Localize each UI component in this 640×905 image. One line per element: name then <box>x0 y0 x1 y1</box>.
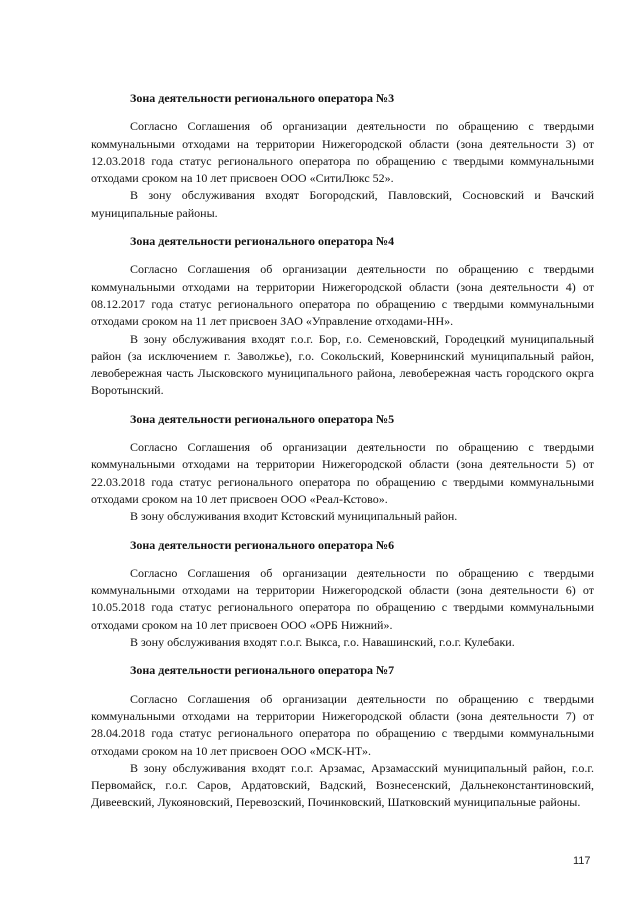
zone-3-agreement-paragraph: Согласно Соглашения об организации деятельности по обращению с твердыми коммунальными отходами на территории Нижегородской области (зона деятельности 3) от 12.03.2018 года статус регионального оператора по обращению с твердыми коммунальными отходами сроком на 10 лет присвоен ООО «СитиЛюкс 52». <box>91 119 594 186</box>
zone-7-section <box>91 662 594 811</box>
zone-6-heading: Зона деятельности регионального оператора №6 <box>130 537 395 552</box>
zone-5-section <box>91 411 594 526</box>
document-page <box>91 90 594 823</box>
zone-5-heading: Зона деятельности регионального оператора №5 <box>130 411 395 426</box>
zone-6-service-area-paragraph: В зону обслуживания входят г.о.г. Выкса, г.о. Навашинский, г.о.г. Кулебаки. <box>130 635 515 650</box>
zone-7-agreement-paragraph: Согласно Соглашения об организации деятельности по обращению с твердыми коммунальными отходами на территории Нижегородской области (зона деятельности 7) от 28.04.2018 года статус регионального оператора по обращению с твердыми коммунальными отходами сроком на 10 лет присвоен ООО «МСК-НТ». <box>91 691 594 758</box>
zone-4-agreement-paragraph: Согласно Соглашения об организации деятельности по обращению с твердыми коммунальными отходами на территории Нижегородской области (зона деятельности 4) от 08.12.2017 года статус регионального оператора по обращению с твердыми коммунальными отходами сроком на 11 лет присвоен ЗАО «Управление отходами-НН». <box>91 262 594 329</box>
zone-3-section <box>91 90 594 222</box>
page-number: 117 <box>573 855 591 867</box>
zone-4-section <box>91 233 594 400</box>
zone-3-service-area-paragraph: В зону обслуживания входят Богородский, Павловский, Сосновский и Вачский муниципальные районы. <box>91 188 594 220</box>
zone-4-service-area-paragraph: В зону обслуживания входят г.о.г. Бор, г.о. Семеновский, Городецкий муниципальный район (за исключением г. Заволжье), г.о. Сокольский, Ковернинский муниципальный район, левобережная часть Лысковского муниципального района, левобережная часть городского окрга Воротынский. <box>91 331 594 398</box>
zone-3-heading: Зона деятельности регионального оператора №3 <box>130 91 395 105</box>
zone-6-agreement-paragraph: Согласно Соглашения об организации деятельности по обращению с твердыми коммунальными отходами на территории Нижегородской области (зона деятельности 6) от 10.05.2018 года статус регионального оператора по обращению с твердыми коммунальными отходами сроком на 10 лет присвоен ООО «ОРБ Нижний». <box>91 565 594 632</box>
zone-6-section <box>91 537 594 652</box>
zone-7-service-area-paragraph: В зону обслуживания входят г.о.г. Арзамас, Арзамасский муниципальный район, г.о.г. Первомайск, г.о.г. Саров, Ардатовский, Вадский, Вознесенский, Дальнеконстантиновский, Дивеевский, Лукояновский, Перевозский, Починковский, Шатковский муниципальные районы. <box>91 760 594 810</box>
zone-5-service-area-paragraph: В зону обслуживания входит Кстовский муниципальный район. <box>130 509 458 524</box>
zone-5-agreement-paragraph: Согласно Соглашения об организации деятельности по обращению с твердыми коммунальными отходами на территории Нижегородской области (зона деятельности 5) от 22.03.2018 года статус регионального оператора по обращению с твердыми коммунальными отходами сроком на 10 лет присвоен ООО «Реал-Кстово». <box>91 440 594 506</box>
zone-7-heading: Зона деятельности регионального оператора №7 <box>130 663 395 678</box>
zone-4-heading: Зона деятельности регионального оператора №4 <box>130 234 395 249</box>
